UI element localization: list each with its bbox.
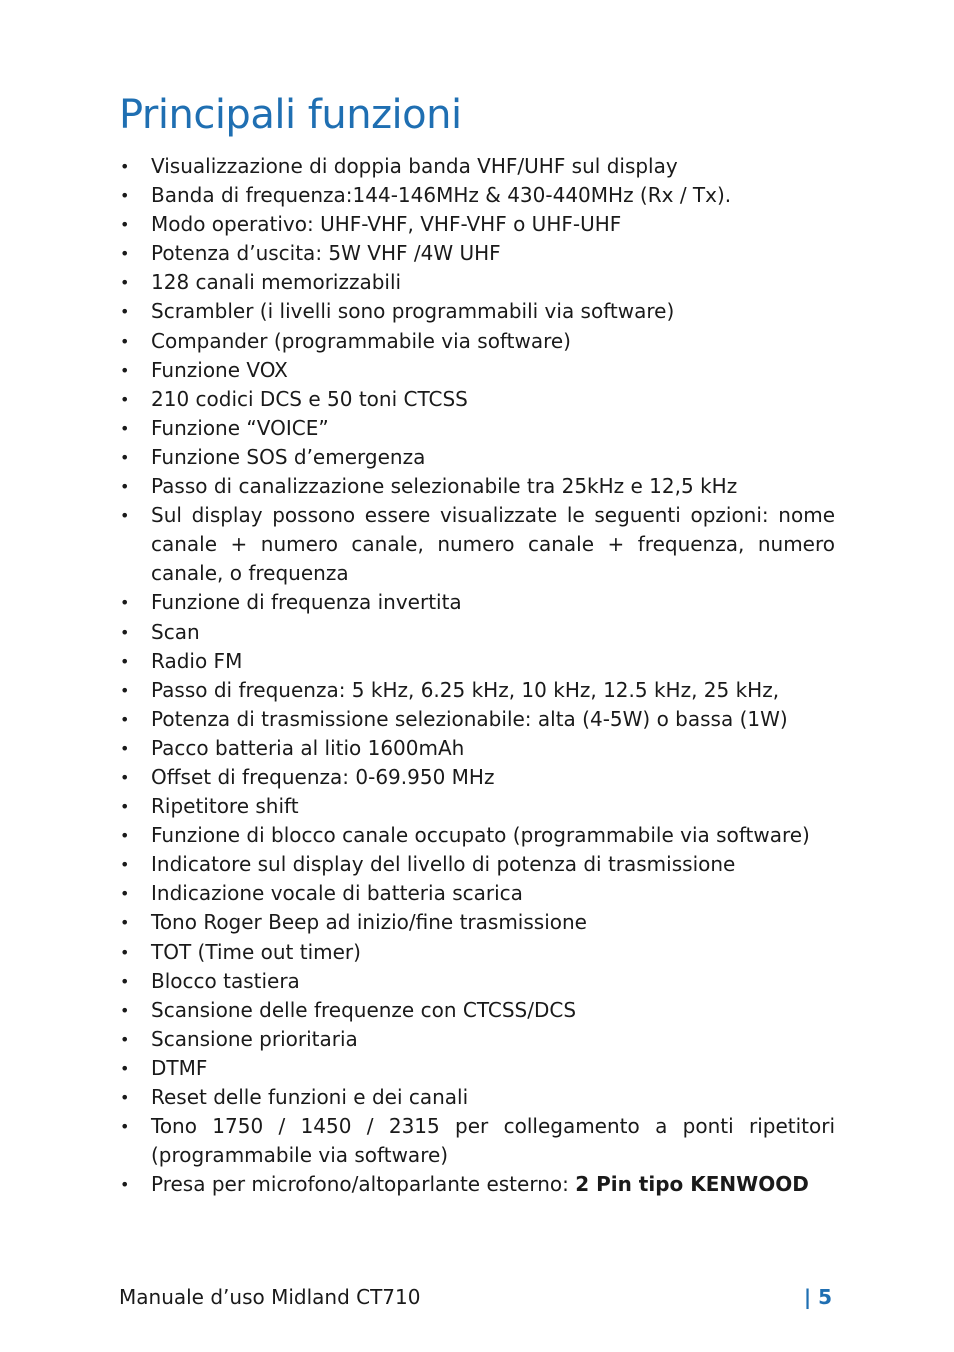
list-item	[120, 967, 835, 996]
list-item	[120, 792, 835, 821]
list-item-text: Modo operativo: UHF-VHF, VHF-VHF o UHF-UHF	[151, 212, 622, 237]
list-item-text: Scrambler (i livelli sono programmabili via software)	[151, 299, 675, 324]
bullet-icon: •	[120, 767, 130, 787]
list-item	[120, 1025, 835, 1054]
list-item-text: Pacco batteria al litio 1600mAh	[151, 735, 465, 760]
bullet-icon: •	[120, 360, 130, 380]
bullet-icon: •	[120, 913, 130, 933]
list-item-text: TOT (Time out timer)	[151, 939, 361, 964]
list-item-text: Sul display possono essere visualizzate le seguenti opzioni: nome canale + numero canale, numero canale + frequenza, numero canale, o frequenza	[151, 503, 835, 586]
list-item	[120, 734, 835, 763]
list-item	[120, 647, 835, 676]
list-item-text: Radio FM	[151, 648, 243, 673]
feature-list	[120, 152, 835, 1199]
list-item	[120, 938, 835, 967]
bullet-icon: •	[120, 884, 130, 904]
bullet-icon: •	[120, 1088, 130, 1107]
bullet-icon: •	[120, 593, 130, 613]
bullet-icon: •	[120, 506, 130, 526]
bullet-icon: •	[120, 709, 130, 729]
list-item	[120, 501, 835, 588]
list-item	[120, 879, 835, 908]
bullet-icon: •	[120, 186, 130, 206]
bullet-icon: •	[120, 651, 130, 671]
bullet-icon: •	[120, 157, 130, 176]
bullet-icon: •	[120, 331, 130, 351]
list-item	[120, 1112, 835, 1170]
list-item-text: Presa per microfono/altoparlante esterno:	[151, 1172, 576, 1197]
list-item	[120, 268, 835, 297]
list-item	[120, 181, 835, 210]
bullet-icon: •	[120, 273, 130, 293]
bullet-icon: •	[120, 418, 130, 438]
bullet-icon: •	[120, 797, 130, 817]
list-item-text: 210 codici DCS e 50 toni CTCSS	[151, 386, 468, 411]
page-title: Principali funzioni	[119, 92, 462, 138]
list-item	[120, 210, 835, 239]
list-item	[120, 821, 835, 850]
list-item-text: Potenza d’uscita: 5W VHF /4W UHF	[151, 241, 501, 266]
list-item	[120, 1054, 835, 1083]
list-item-text: DTMF	[151, 1055, 208, 1080]
list-item-text: Funzione VOX	[151, 357, 288, 382]
bullet-icon: •	[120, 1117, 130, 1137]
list-item	[120, 1083, 835, 1112]
bullet-icon: •	[120, 942, 130, 962]
list-item-text: Reset delle funzioni e dei canali	[151, 1085, 469, 1109]
bullet-icon: •	[120, 680, 130, 700]
list-item-text: Indicatore sul display del livello di potenza di trasmissione	[151, 852, 736, 877]
bullet-icon: •	[120, 1058, 130, 1078]
list-item-text: Banda di frequenza:144-146MHz & 430-440MHz (Rx / Tx).	[151, 183, 732, 208]
bullet-icon: •	[120, 855, 130, 875]
bullet-icon: •	[120, 826, 130, 846]
bullet-icon: •	[120, 738, 130, 758]
list-item-text: Passo di canalizzazione selezionabile tra 25kHz e 12,5 kHz	[151, 474, 738, 499]
bullet-icon: •	[120, 1029, 130, 1049]
bullet-icon: •	[120, 477, 130, 497]
list-item-text: 128 canali memorizzabili	[151, 270, 402, 295]
bullet-icon: •	[120, 447, 130, 467]
list-item-text: Compander (programmabile via software)	[151, 328, 571, 353]
list-item	[120, 356, 835, 385]
bullet-icon: •	[120, 244, 130, 264]
list-item-text: Tono 1750 / 1450 / 2315 per collegamento a ponti ripetitori (programmabile via software)	[151, 1114, 835, 1168]
list-item-text: Offset di frequenza: 0-69.950 MHz	[151, 764, 495, 789]
bullet-icon: •	[120, 1175, 130, 1195]
bullet-icon: •	[120, 622, 130, 642]
list-item-text: Blocco tastiera	[151, 968, 300, 993]
list-item	[120, 618, 835, 647]
list-item	[120, 705, 835, 734]
list-item-text: Funzione “VOICE”	[151, 415, 329, 440]
list-item	[120, 297, 835, 326]
list-item	[120, 472, 835, 501]
list-item	[120, 676, 835, 705]
list-item	[120, 239, 835, 268]
list-item-text: Indicazione vocale di batteria scarica	[151, 881, 523, 906]
bullet-icon: •	[120, 971, 130, 991]
list-item	[120, 908, 835, 937]
list-item-strong-text: 2 Pin tipo KENWOOD	[575, 1172, 809, 1197]
list-item	[120, 443, 835, 472]
page-number: | 5	[803, 1285, 832, 1309]
list-item-text: Funzione di frequenza invertita	[151, 590, 462, 615]
list-item	[120, 414, 835, 443]
list-item-text: Scansione delle frequenze con CTCSS/DCS	[151, 997, 577, 1022]
list-item-text: Passo di frequenza: 5 kHz, 6.25 kHz, 10 kHz, 12.5 kHz, 25 kHz,	[151, 677, 780, 702]
list-item	[120, 152, 835, 181]
list-item	[120, 850, 835, 879]
list-item-text: Scan	[151, 619, 200, 644]
bullet-icon: •	[120, 1000, 130, 1020]
bullet-icon: •	[120, 389, 130, 409]
list-item-text: Potenza di trasmissione selezionabile: alta (4-5W) o bassa (1W)	[151, 706, 788, 731]
list-item	[120, 996, 835, 1025]
list-item-text: Ripetitore shift	[151, 794, 299, 819]
list-item-text: Funzione SOS d’emergenza	[151, 444, 426, 469]
list-item-text: Tono Roger Beep ad inizio/fine trasmissione	[151, 910, 587, 935]
list-item	[120, 588, 835, 617]
list-item	[120, 385, 835, 414]
list-item	[120, 1170, 835, 1199]
bullet-icon: •	[120, 302, 130, 322]
list-item	[120, 327, 835, 356]
list-item-text: Scansione prioritaria	[151, 1026, 358, 1051]
list-item	[120, 763, 835, 792]
list-item-text: Visualizzazione di doppia banda VHF/UHF sul display	[151, 154, 678, 178]
bullet-icon: •	[120, 215, 130, 235]
list-item-text: Funzione di blocco canale occupato (programmabile via software)	[151, 823, 810, 848]
footer-manual-title: Manuale d’uso Midland CT710	[119, 1285, 421, 1309]
